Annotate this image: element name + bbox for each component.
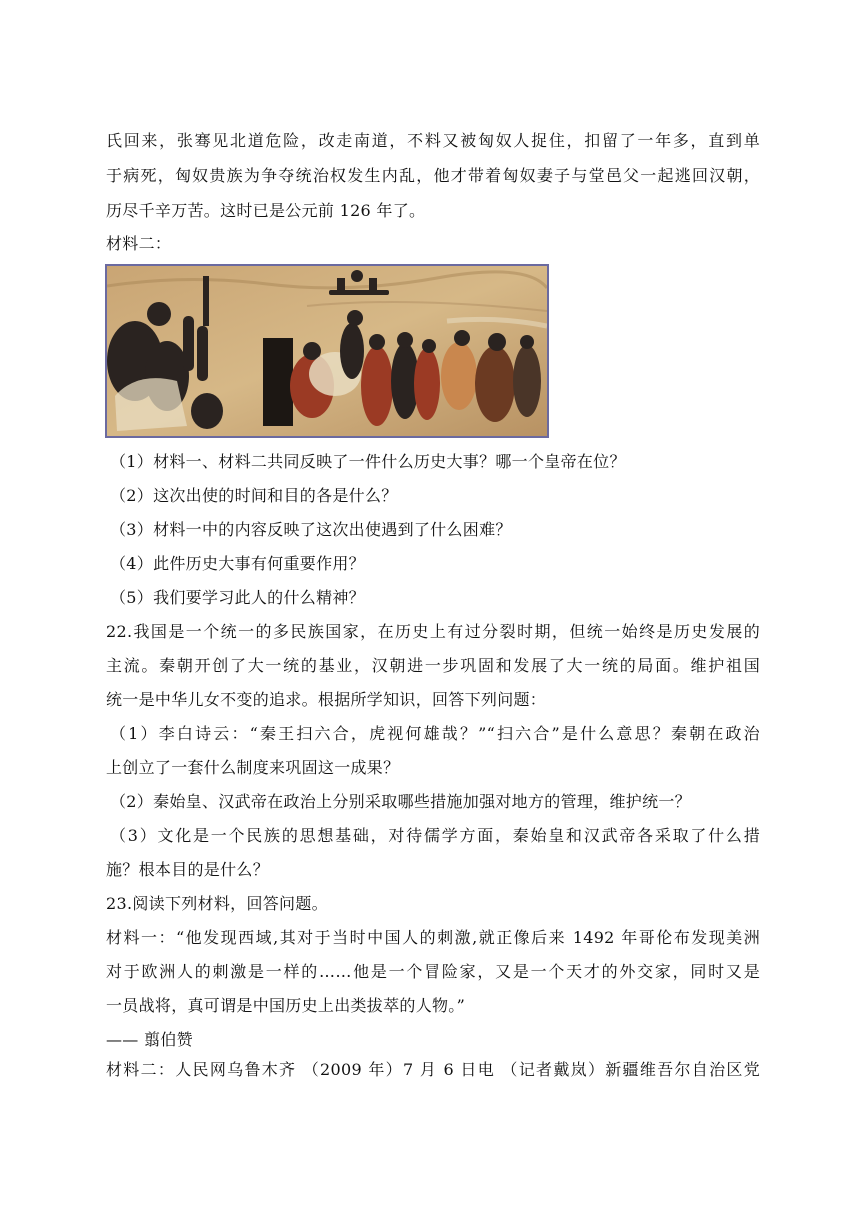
question-line: 施？根本目的是什么？ — [106, 860, 270, 879]
question-line: （1）材料一、材料二共同反映了一件什么历史大事？哪一个皇帝在位？ — [110, 452, 626, 471]
paragraph-line: 历尽千辛万苦。这时已是公元前 126 年了。 — [106, 201, 426, 220]
paragraph-line: 于病死，匈奴贵族为争夺统治权发生内乱，他才带着匈奴妻子与堂邑父一起逃回汉朝， — [106, 166, 760, 185]
mural-image — [105, 264, 549, 438]
question-line: （2）秦始皇、汉武帝在政治上分别采取哪些措施加强对地方的管理，维护统一？ — [110, 792, 691, 811]
question-line: （3）文化是一个民族的思想基础，对待儒学方面，秦始皇和汉武帝各采取了什么措 — [110, 826, 760, 845]
material-one-line: 对于欧洲人的刺激是一样的……他是一个冒险家，又是一个天才的外交家，同时又是 — [106, 962, 760, 981]
question-22-line: 22.我国是一个统一的多民族国家，在历史上有过分裂时期，但统一始终是历史发展的 — [106, 622, 760, 641]
question-line: （3）材料一中的内容反映了这次出使遇到了什么困难？ — [110, 520, 512, 539]
question-22-line: 主流。秦朝开创了大一统的基业，汉朝进一步巩固和发展了大一统的局面。维护祖国 — [106, 656, 760, 675]
material-one-line: 材料一：“他发现西域,其对于当时中国人的刺激,就正像后来 1492 年哥伦布发现美洲 — [106, 928, 760, 947]
mural-painting-illustration — [107, 266, 547, 436]
question-line: （5）我们要学习此人的什么精神？ — [110, 588, 365, 607]
quote-attribution: —— 翦伯赞 — [106, 1030, 193, 1049]
question-23-title: 23.阅读下列材料，回答问题。 — [106, 894, 328, 913]
question-22-line: 统一是中华儿女不变的追求。根据所学知识，回答下列问题： — [106, 690, 547, 709]
material-two-line: 材料二：人民网乌鲁木齐 （2009 年）7 月 6 日电 （记者戴岚）新疆维吾尔自治区党 — [106, 1060, 760, 1079]
question-line: （2）这次出使的时间和目的各是什么？ — [110, 486, 398, 505]
question-line: 上创立了一套什么制度来巩固这一成果？ — [106, 758, 400, 777]
material-one-line: 一员战将，真可谓是中国历史上出类拔萃的人物。” — [106, 996, 466, 1015]
material-label: 材料二： — [106, 234, 172, 253]
question-line: （4）此件历史大事有何重要作用？ — [110, 554, 365, 573]
paragraph-line: 氏回来，张骞见北道危险，改走南道，不料又被匈奴人捉住，扣留了一年多，直到单 — [106, 131, 760, 150]
question-line: （1）李白诗云：“秦王扫六合，虎视何雄哉？”“扫六合”是什么意思？秦朝在政治 — [110, 724, 760, 743]
